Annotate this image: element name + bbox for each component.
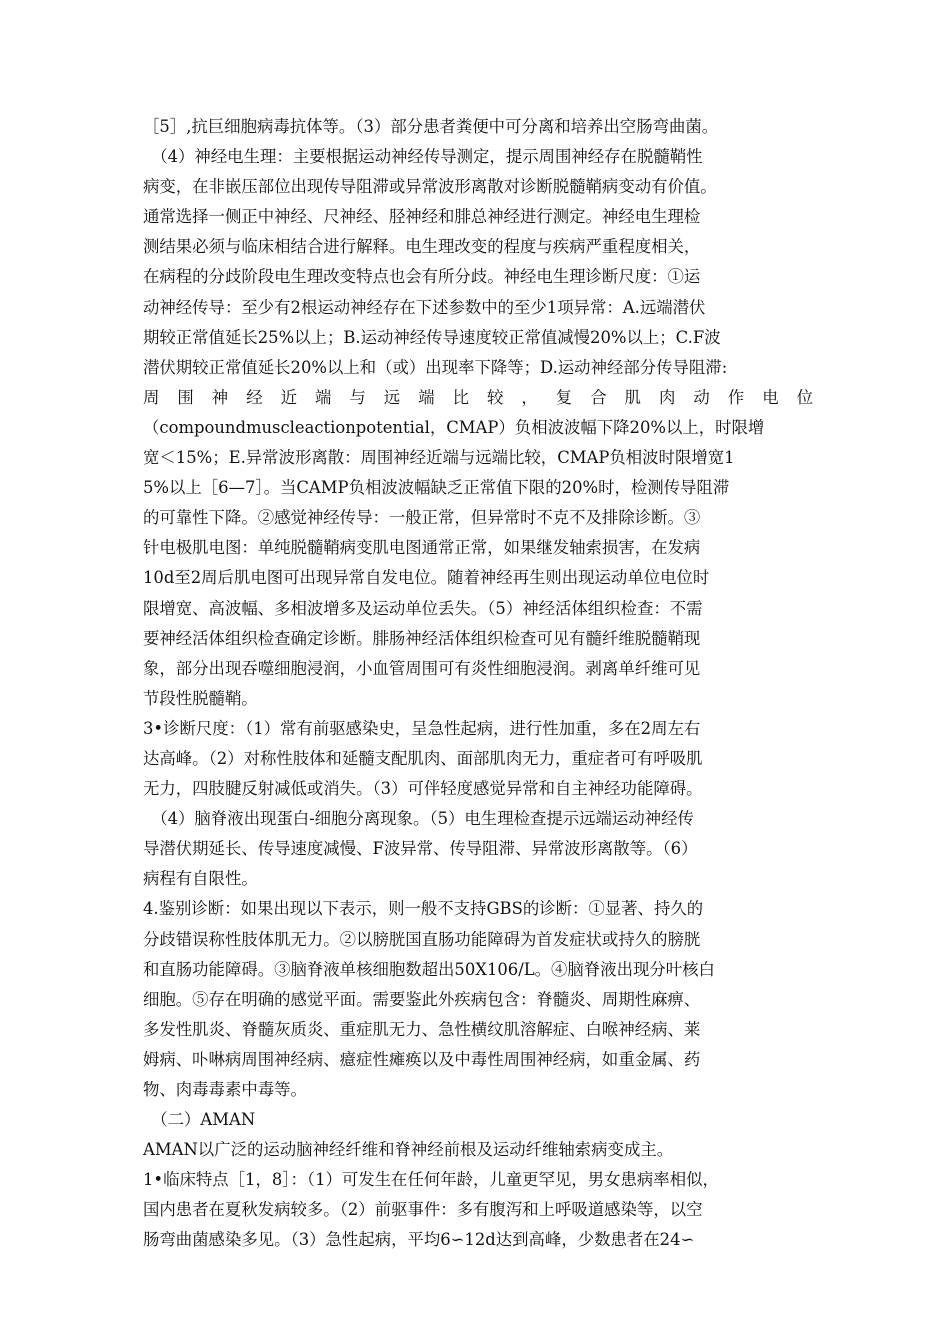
text-line: 肠弯曲菌感染多见。（3）急性起病，平均6∽12d达到高峰，少数患者在24∽: [143, 1230, 695, 1250]
text-line: 无力，四肢腱反射减低或消失。（3）可伴轻度感觉异常和自主神经功能障碍。: [143, 779, 703, 799]
text-line: 期较正常值延长25%以上；B.运动神经传导速度较正常值减慢20%以上；C.F波: [143, 327, 721, 347]
text-line: 国内患者在夏秋发病较多。（2）前驱事件：多有腹泻和上呼吸道感染等，以空: [143, 1200, 703, 1220]
text-line: 3•诊断尺度：（1）常有前驱感染史，呈急性起病，进行性加重，多在2周左右: [143, 718, 701, 738]
body-text: [143, 112, 813, 1256]
text-line: ［5］,抗巨细胞病毒抗体等。（3）部分患者粪便中可分离和培养出空肠弯曲菌。: [143, 117, 719, 136]
text-line: 导潜伏期延长、传导速度减慢、F波异常、传导阻滞、异常波形离散等。（6）: [143, 839, 698, 859]
text-line: （4）神经电生理：主要根据运动神经传导测定，提示周围神经存在脱髓鞘性: [143, 147, 703, 167]
text-line: 周 围 神 经 近 端 与 远 端 比 较 ， 复 合 肌 肉 动 作 电 位: [143, 387, 813, 407]
text-line: （4）脑脊液出现蛋白-细胞分离现象。（5）电生理检查提示远端运动神经传: [143, 809, 694, 829]
text-line: 针电极肌电图：单纯脱髓鞘病变肌电图通常正常，如果继发轴索损害，在发病: [143, 538, 701, 558]
text-line: 物、肉毒毒素中毒等。: [143, 1080, 307, 1099]
text-line: 4.鉴别诊断：如果出现以下表示，则一般不支持GBS的诊断：①显著、持久的: [143, 899, 704, 919]
text-line: 要神经活体组织检查确定诊断。腓肠神经活体组织检查可见有髓纤维脱髓鞘现: [143, 628, 701, 648]
text-line: 限增宽、高波幅、多相波增多及运动单位丢失。（5）神经活体组织检查：不需: [143, 598, 703, 618]
text-line: 潜伏期较正常值延长20%以上和（或）出现率下降等；D.运动神经部分传导阻滞:: [143, 357, 728, 377]
text-line: 病变，在非嵌压部位出现传导阻滞或异常波形离散对诊断脱髓鞘病变动有价值。: [143, 177, 717, 197]
text-line: （compoundmuscleactionpotential，CMAP）负相波波幅下降20%以上，时限增: [143, 417, 765, 437]
text-line: 分歧错误称性肢体肌无力。②以膀胱国直肠功能障碍为首发症状或持久的膀胱: [143, 929, 701, 949]
text-line: 5%以上［6—7］。当CAMP负相波波幅缺乏正常值下限的20%时，检测传导阻滞: [143, 478, 730, 498]
text-line: AMAN以广泛的运动脑神经纤维和脊神经前根及运动纤维轴索病变成主。: [143, 1140, 674, 1160]
text-line: 姆病、卟啉病周围神经病、癔症性瘫痪以及中毒性周围神经病，如重金属、药: [143, 1049, 701, 1069]
text-line: 在病程的分歧阶段电生理改变特点也会有所分歧。神经电生理诊断尺度：①运: [143, 267, 701, 287]
text-line: 多发性肌炎、脊髓灰质炎、重症肌无力、急性横纹肌溶解症、白喉神经病、莱: [143, 1019, 701, 1039]
text-line: 达高峰。（2）对称性肢体和延髓支配肌肉、面部肌肉无力，重症者可有呼吸肌: [143, 748, 703, 768]
text-line: 动神经传导：至少有2根运动神经存在下述参数中的至少1项异常：A.远端潜伏: [143, 297, 706, 317]
text-line: 象，部分出现吞噬细胞浸润，小血管周围可有炎性细胞浸润。剥离单纤维可见: [143, 658, 701, 678]
text-line: 病程有自限性。: [143, 869, 258, 889]
text-line: 1•临床特点［1，8］：（1）可发生在任何年龄，儿童更罕见，男女患病率相似，: [143, 1170, 719, 1190]
text-line: 节段性脱髓鞘。: [143, 688, 258, 708]
text-line: 测结果必须与临床相结合进行解释。电生理改变的程度与疾病严重程度相关，: [143, 237, 701, 257]
text-line: 通常选择一侧正中神经、尺神经、胫神经和腓总神经进行测定。神经电生理检: [143, 207, 701, 227]
section-heading: （二）AMAN: [143, 1110, 256, 1130]
text-line: 细胞。⑤存在明确的感觉平面。需要鉴此外疾病包含：脊髓炎、周期性麻痹、: [143, 989, 701, 1009]
text-line: 宽＜15%；E.异常波形离散：周围神经近端与远端比较，CMAP负相波时限增宽1: [143, 448, 735, 468]
text-line: 10d至2周后肌电图可出现异常自发电位。随着神经再生则出现运动单位电位时: [143, 568, 710, 588]
text-line: 的可靠性下降。②感觉神经传导：一般正常，但异常时不克不及排除诊断。③: [143, 508, 701, 528]
text-line: 和直肠功能障碍。③脑脊液单核细胞数超出50X106/L。④脑脊液出现分叶核白: [143, 959, 715, 979]
